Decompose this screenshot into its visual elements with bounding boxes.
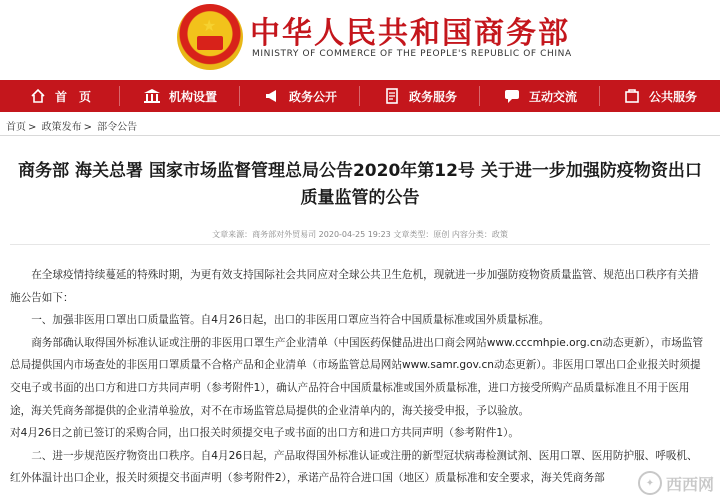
paragraph: 在全球疫情持续蔓延的特殊时期，为更有效支持国际社会共同应对全球公共卫生危机，现就进一步加强防疫物资质量监管、规范出口秩序有关措施公告如下： <box>10 269 699 304</box>
document-icon <box>383 87 401 105</box>
breadcrumb-separator: > <box>28 122 37 133</box>
divider <box>10 244 710 245</box>
nav-label: 政务服务 <box>408 89 457 104</box>
paragraph: 二、进一步规范医疗物资出口秩序。自4月26日起，产品取得国外标准认证或注册的新型冠状病毒检测试剂、医用口罩、医用防护服、呼吸机、红外体温计出口企业，报关时须提交书面声明（参考附件2），承诺产品符合进口国（地区）质量标准和安全要求，海关凭商务部 <box>10 449 698 485</box>
nav-item-organization[interactable] <box>120 80 240 112</box>
megaphone-icon <box>263 87 281 105</box>
watermark-logo-icon: ✦ <box>638 471 662 495</box>
main-nav <box>0 80 720 112</box>
nav-item-interaction[interactable] <box>480 80 600 112</box>
site-subtitle: MINISTRY OF COMMERCE OF THE PEOPLE'S REPUBLIC OF CHINA <box>252 49 572 59</box>
breadcrumb-home[interactable]: 首页 <box>6 122 26 133</box>
breadcrumb-policy[interactable]: 政策发布 <box>41 122 82 133</box>
national-emblem-icon[interactable] <box>177 4 243 70</box>
building-icon <box>143 87 161 105</box>
site-header <box>0 0 720 80</box>
paragraph: 对4月26日之前已签订的采购合同，出口报关时须提交电子或书面的出口方和进口方共同声明（参考附件1）。 <box>10 427 519 440</box>
breadcrumb <box>6 118 139 133</box>
nav-label: 政务公开 <box>288 89 337 104</box>
nav-item-government-affairs[interactable] <box>240 80 360 112</box>
watermark <box>638 471 714 495</box>
nav-item-home[interactable] <box>0 80 120 112</box>
nav-label: 互动交流 <box>528 89 577 104</box>
nav-label: 首 页 <box>54 89 91 104</box>
nav-item-public-services[interactable] <box>600 80 720 112</box>
home-icon <box>29 87 47 105</box>
nav-label: 机构设置 <box>168 89 217 104</box>
breadcrumb-separator: > <box>83 122 92 133</box>
chat-icon <box>503 87 521 105</box>
nav-item-government-services[interactable] <box>360 80 480 112</box>
article-body <box>10 264 706 490</box>
watermark-text: 西西网 <box>665 474 714 494</box>
site-title[interactable]: 中华人民共和国商务部 <box>250 16 570 51</box>
service-icon <box>623 87 641 105</box>
star-icon: ★ <box>202 16 217 35</box>
paragraph: 一、加强非医用口罩出口质量监管。自4月26日起，出口的非医用口罩应当符合中国质量标准或国外质量标准。 <box>31 314 550 327</box>
divider <box>0 135 720 136</box>
nav-label: 公共服务 <box>648 89 697 104</box>
paragraph: 商务部确认取得国外标准认证或注册的非医用口罩生产企业清单（中国医药保健品进出口商会网站www.cccmhpie.org.cn动态更新），市场监管总局提供国内市场查处的非医用口罩质量不合格产品和企业清单（市场监管总局网站www.samr.gov.cn动态更新）。非医用口罩出口企业报关时须提交电子或书面的出口方和进口方共同声明（参考附件1），确认产品符合中国质量标准或国外质量标准，进口方接受所购产品质量标准且不用于医用途，海关凭商务部提供的企业清单验放，对不在市场监管总局提供的企业清单内的，海关接受申报，予以验放。 <box>10 336 704 417</box>
breadcrumb-announcements[interactable]: 部令公告 <box>97 122 138 133</box>
gate-icon <box>197 36 223 50</box>
article-title: 商务部 海关总署 国家市场监督管理总局公告2020年第12号 关于进一步加强防疫物资出口质量监管的公告 <box>18 161 702 208</box>
article-meta: 文章来源：商务部对外贸易司 2020-04-25 19:23 文章类型：原创 内容分类：政策 <box>212 230 508 239</box>
